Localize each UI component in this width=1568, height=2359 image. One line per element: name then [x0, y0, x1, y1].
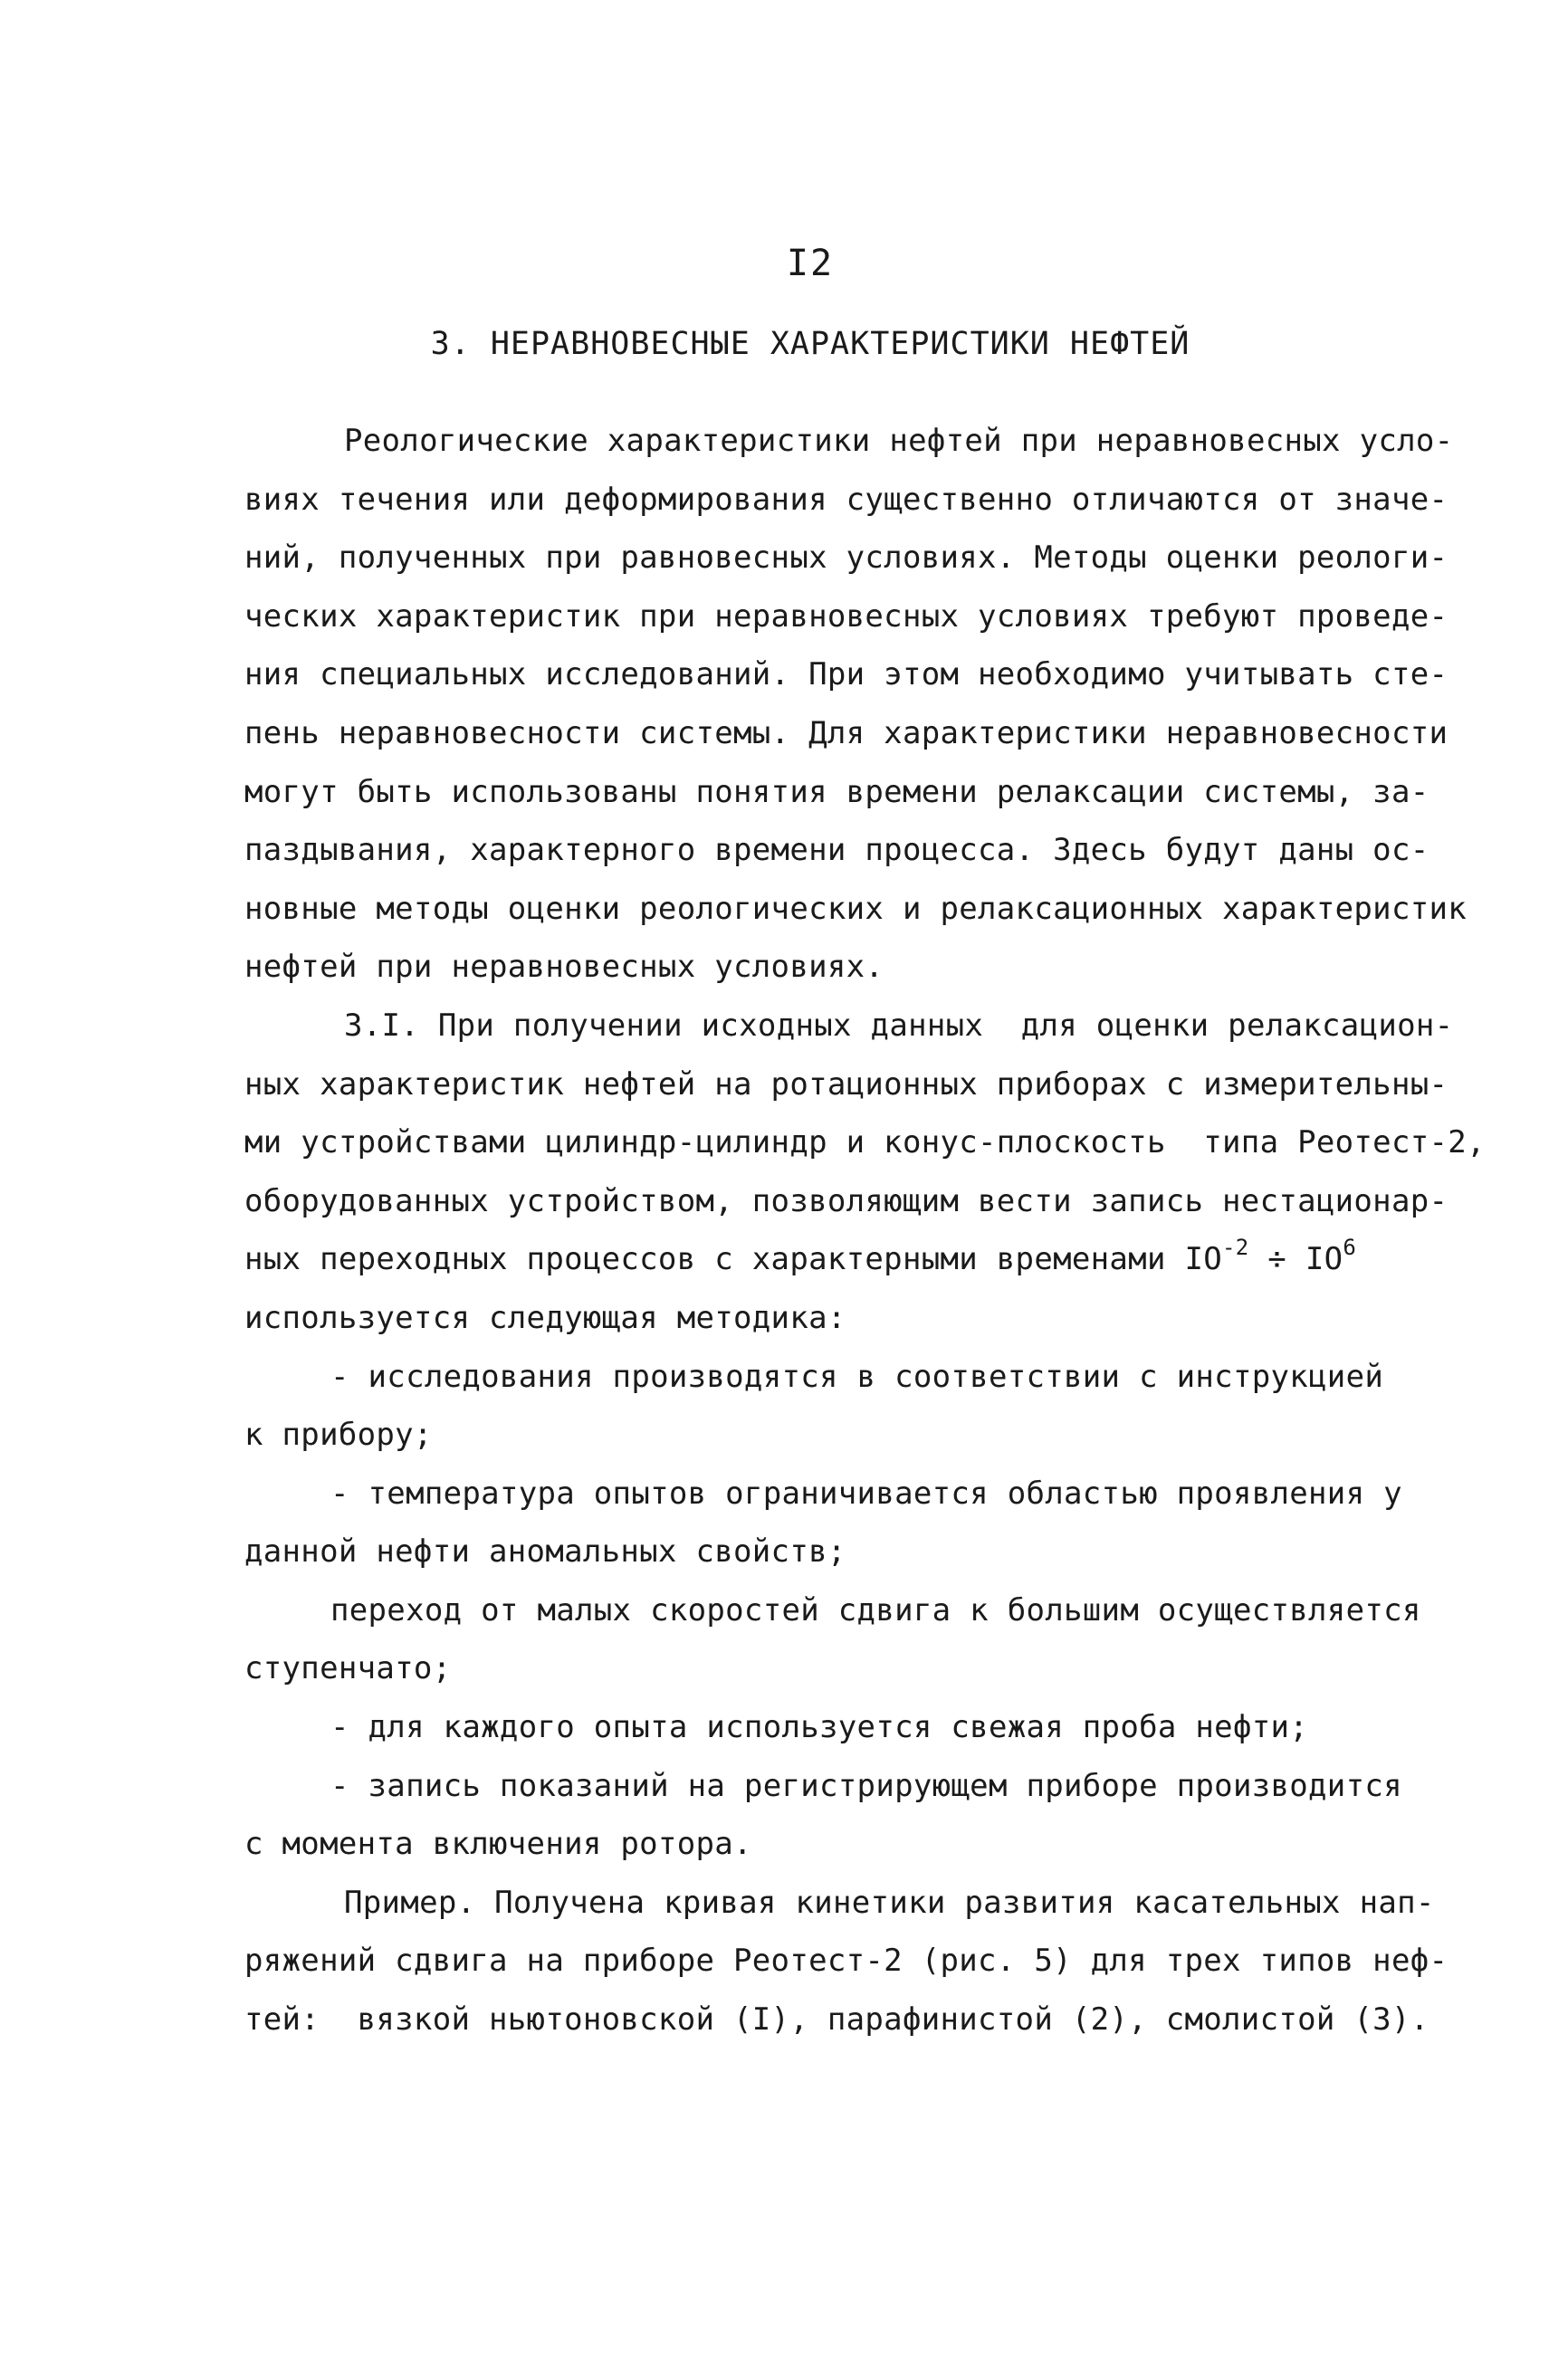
- text-line: ряжений сдвига на приборе Реотест-2 (рис. 5) для трех типов неф-: [244, 1943, 1448, 1980]
- section-heading: 3. НЕРАВНОВЕСНЫЕ ХАРАКТЕРИСТИКИ НЕФТЕЙ: [430, 326, 1190, 362]
- text-line: ческих характеристик при неравновесных условиях требуют проведе-: [244, 597, 1448, 635]
- body-text: [244, 412, 1486, 2049]
- text-line: ми устройствами цилиндр-цилиндр и конус-плоскость типа Реотест-2,: [244, 1124, 1486, 1161]
- exponent: -2: [1222, 1235, 1249, 1261]
- text-line: Реологические характеристики нефтей при неравновесных усло-: [344, 423, 1454, 459]
- text-line: новные методы оценки реологических и релаксационных характеристик: [244, 890, 1468, 927]
- text-line: нефтей при неравновесных условиях.: [244, 949, 884, 986]
- text-line: с момента включения ротора.: [244, 1826, 752, 1863]
- exponent: 6: [1343, 1235, 1357, 1261]
- text-line: пень неравновесности системы. Для характеристики неравновесности: [244, 714, 1448, 751]
- text-line: могут быть использованы понятия времени релаксации системы, за-: [244, 773, 1429, 810]
- formula-separator: ÷ IO: [1248, 1241, 1343, 1278]
- text-line: ния специальных исследований. При этом необходимо учитывать сте-: [244, 656, 1448, 693]
- text-line: используется следующая методика:: [244, 1299, 846, 1336]
- text-line: к прибору;: [244, 1417, 433, 1454]
- list-item: - для каждого опыта используется свежая проба нефти;: [330, 1709, 1309, 1746]
- text-fragment: ных переходных процессов с характерными временами IO: [244, 1241, 1223, 1278]
- text-line: ных характеристик нефтей на ротационных приборах с измерительны-: [244, 1065, 1448, 1103]
- text-line: Пример. Получена кривая кинетики развития касательных нап-: [344, 1884, 1435, 1921]
- text-line: оборудованных устройством, позволяющим вести запись нестационар-: [244, 1182, 1448, 1219]
- list-item: - запись показаний на регистрирующем приборе производится: [330, 1767, 1402, 1804]
- text-line: ступенчато;: [244, 1650, 452, 1687]
- text-line: паздывания, характерного времени процесса. Здесь будут даны ос-: [244, 832, 1429, 869]
- text-line: 3.I. При получении исходных данных для оценки релаксацион-: [344, 1007, 1454, 1044]
- text-line: ний, полученных при равновесных условиях. Методы оценки реологи-: [244, 540, 1448, 577]
- page-number: I2: [786, 243, 835, 284]
- text-line: данной нефти аномальных свойств;: [244, 1533, 846, 1571]
- list-item: - исследования производятся в соответствии с инструкцией: [330, 1358, 1384, 1395]
- list-item: переход от малых скоростей сдвига к большим осуществляется: [330, 1591, 1421, 1628]
- text-line: виях течения или деформирования существенно отличаются от значе-: [244, 481, 1448, 518]
- text-line: тей: вязкой ньютоновской (I), парафинистой (2), смолистой (3).: [244, 2001, 1429, 2039]
- text-line-with-formula: [244, 1230, 1448, 1289]
- list-item: - температура опытов ограничивается областью проявления у: [330, 1475, 1402, 1512]
